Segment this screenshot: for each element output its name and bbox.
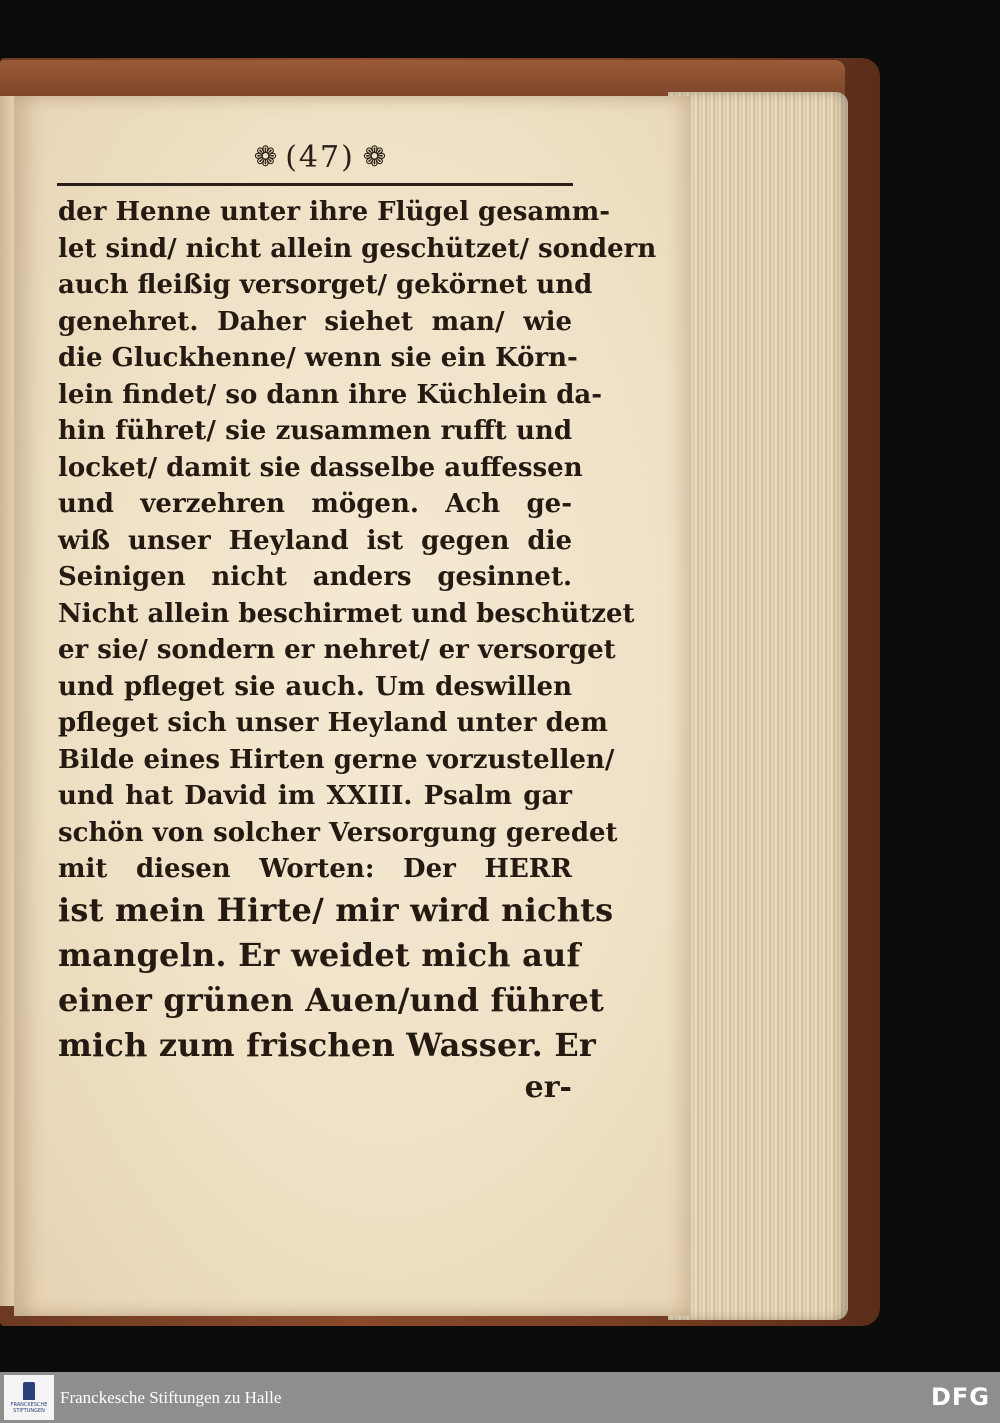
text-line: Bilde eines Hirten gerne vorzustellen/ — [58, 744, 615, 775]
ornament-right-icon: ❁ — [362, 140, 387, 173]
text-line-large: mich zum frischen Wasser. Er — [58, 1025, 596, 1064]
text-line: und verzehren mögen. Ach ge- — [58, 489, 572, 519]
text-line: genehret. Daher siehet man/ wie — [58, 306, 572, 337]
text-line: der Henne unter ihre Flügel gesamm- — [58, 197, 611, 227]
footer-bar — [0, 1372, 1000, 1423]
text-line-large: einer grünen Auen/und führet — [58, 980, 605, 1019]
text-line-large: ist mein Hirte/ mir wird nichts — [58, 890, 614, 929]
ornament-left-icon: ❁ — [253, 140, 278, 173]
text-line: lein findet/ so dann ihre Küchlein da- — [58, 379, 603, 410]
text-line: wiß unser Heyland ist gegen die — [58, 525, 572, 556]
building-icon — [23, 1382, 35, 1400]
institution-name[interactable]: Franckesche Stiftungen zu Halle — [60, 1388, 282, 1407]
text-line: auch fleißig versorget/ gekörnet und — [58, 270, 593, 300]
text-line: Seinigen nicht anders gesinnet. — [58, 562, 572, 592]
text-line: schön von solcher Versorgung geredet — [58, 817, 618, 848]
text-line: let sind/ nicht allein geschützet/ sondern — [58, 233, 657, 264]
logo-text: FRANCKESCHE STIFTUNGEN — [10, 1401, 48, 1414]
text-line: und hat David im XXIII. Psalm gar — [58, 781, 572, 811]
text-line: pfleget sich unser Heyland unter dem — [58, 708, 608, 738]
page-edges — [668, 92, 848, 1320]
text-line-large: mangeln. Er weidet mich auf — [58, 935, 581, 974]
text-line: und pfleget sie auch. Um deswillen — [58, 671, 572, 702]
text-line: hin führet/ sie zusammen rufft und — [58, 416, 572, 446]
page-number: (47) — [285, 139, 355, 175]
catchword: er- — [524, 1069, 572, 1105]
text-line: mit diesen Worten: Der HERR — [58, 854, 572, 884]
dfg-logo[interactable]: DFG — [930, 1383, 990, 1411]
text-line: locket/ damit sie dasselbe auffessen — [58, 452, 583, 483]
text-line: die Gluckhenne/ wenn sie ein Körn- — [58, 343, 578, 373]
text-line: er sie/ sondern er nehret/ er versorget — [58, 635, 616, 665]
header-rule — [57, 183, 573, 186]
text-line: Nicht allein beschirmet und beschützet — [58, 598, 635, 629]
institution-logo[interactable] — [4, 1375, 54, 1420]
page-header — [220, 134, 420, 180]
page-text — [58, 194, 657, 1108]
